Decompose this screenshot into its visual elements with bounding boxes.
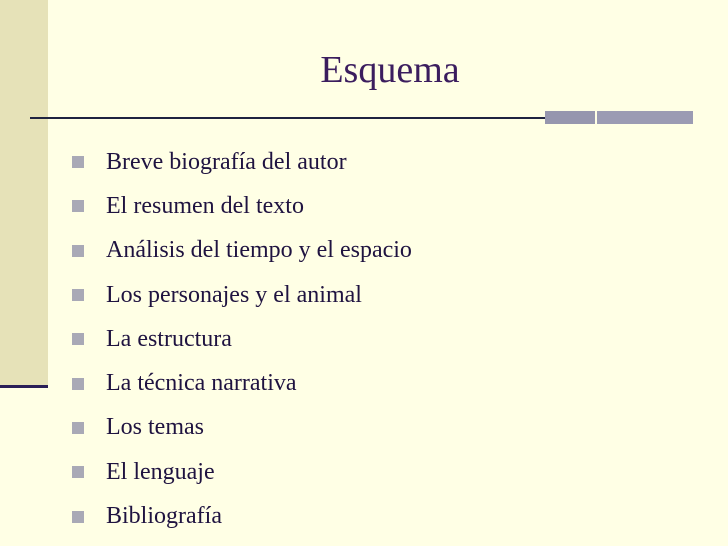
bullet-list xyxy=(72,140,412,539)
list-item xyxy=(72,361,412,405)
list-item xyxy=(72,229,412,273)
square-bullet-icon xyxy=(72,422,84,434)
square-bullet-icon xyxy=(72,333,84,345)
side-band xyxy=(0,0,48,385)
square-bullet-icon xyxy=(72,511,84,523)
list-item-text: La técnica narrativa xyxy=(106,370,297,397)
list-item-text: Bibliografía xyxy=(106,503,222,530)
title-underline-accent xyxy=(545,111,693,124)
list-item-text: Breve biografía del autor xyxy=(106,148,347,175)
square-bullet-icon xyxy=(72,200,84,212)
list-item-text: Los personajes y el animal xyxy=(106,281,362,308)
list-item-text: Los temas xyxy=(106,414,204,441)
square-bullet-icon xyxy=(72,378,84,390)
accent-segment xyxy=(545,111,595,124)
accent-segment xyxy=(597,111,693,124)
list-item-text: Análisis del tiempo y el espacio xyxy=(106,237,412,264)
list-item-text: El lenguaje xyxy=(106,458,215,485)
list-item xyxy=(72,450,412,494)
list-item xyxy=(72,494,412,538)
list-item xyxy=(72,406,412,450)
square-bullet-icon xyxy=(72,156,84,168)
slide-title: Esquema xyxy=(320,49,460,91)
list-item xyxy=(72,317,412,361)
square-bullet-icon xyxy=(72,466,84,478)
square-bullet-icon xyxy=(72,245,84,257)
side-band-divider xyxy=(0,385,48,388)
square-bullet-icon xyxy=(72,289,84,301)
list-item xyxy=(72,184,412,228)
list-item xyxy=(72,140,412,184)
list-item-text: El resumen del texto xyxy=(106,192,304,219)
list-item-text: La estructura xyxy=(106,325,232,352)
list-item xyxy=(72,273,412,317)
